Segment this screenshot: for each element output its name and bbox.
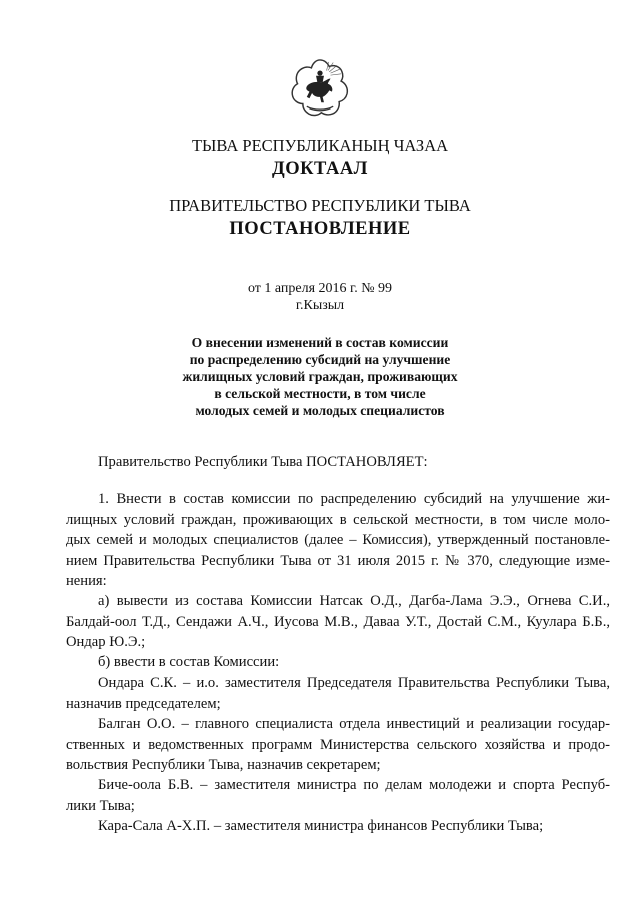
russian-government-name: ПРАВИТЕЛЬСТВО РЕСПУБЛИКИ ТЫВА: [169, 196, 471, 215]
document-city: г.Кызыл: [295, 298, 345, 313]
title-line: по распределению субсидий на улучшение: [189, 352, 451, 367]
paragraph-a: [66, 591, 610, 653]
tuvan-government-name: ТЫВА РЕСПУБЛИКАНЫҢ ЧАЗАА: [191, 136, 449, 155]
tuva-emblem-icon: [287, 56, 353, 122]
paragraph-balgan: [66, 714, 610, 776]
text-line: Балган О.О. – главного специалиста отдела инвестиций и реализации государ-: [98, 716, 610, 732]
text-line: ственных и ведомственных программ Министерства сельского хозяйства и продо-: [66, 736, 610, 753]
text-line: 1. Внести в состав комиссии по распределению субсидий на улучшение жи-: [98, 491, 610, 507]
text-line: лищных условий граждан, проживающих в сельской местности, в том числе моло-: [66, 511, 610, 528]
paragraph-1: [66, 489, 610, 592]
text-line: нием Правительства Республики Тыва от 31 июля 2015 г. № 370, следующие изме-: [66, 552, 610, 569]
text-line: а) вывести из состава Комиссии Натсак О.Д., Дагба-Лама Э.Э., Огнева С.И.,: [98, 593, 610, 609]
text-line: Балдай-оол Т.Д., Сендажи А.Ч., Иусова М.В., Даваа У.Т., Достай С.М., Куулара Б.Б.,: [66, 613, 610, 630]
text-line: назначив председателем;: [66, 695, 221, 712]
text-line: дых семей и молодых специалистов (далее – Комиссия), утвержденный постановле-: [66, 532, 610, 548]
document-date: от 1 апреля 2016 г. № 99: [247, 281, 393, 296]
text-line: вольствия Республики Тыва, назначив секретарем;: [66, 757, 381, 773]
document-title: [0, 334, 640, 419]
preamble: Правительство Республики Тыва ПОСТАНОВЛЯЕТ:: [98, 454, 428, 470]
tuvan-document-type: ДОКТААЛ: [272, 159, 368, 179]
text-line: Биче-оола Б.В. – заместителя министра по делам молодежи и спорта Респуб-: [98, 777, 610, 793]
title-line: в сельской местности, в том числе: [214, 386, 426, 401]
text-line: Ондара С.К. – и.о. заместителя Председателя Правительства Республики Тыва,: [98, 675, 610, 691]
text-line: лики Тыва;: [66, 797, 135, 814]
title-line: молодых семей и молодых специалистов: [195, 403, 445, 418]
paragraph-b: б) ввести в состав Комиссии:: [98, 654, 280, 670]
text-line: Ондар Ю.Э.;: [66, 634, 146, 650]
title-line: О внесении изменений в состав комиссии: [191, 335, 449, 350]
paragraph-kara: Кара-Сала А-Х.П. – заместителя министра финансов Республики Тыва;: [98, 818, 544, 834]
title-line: жилищных условий граждан, проживающих: [182, 369, 458, 384]
text-line: нения:: [66, 573, 107, 589]
paragraph-biche: [66, 775, 610, 816]
russian-document-type: ПОСТАНОВЛЕНИЕ: [229, 219, 411, 239]
paragraph-ondar: [66, 673, 610, 714]
